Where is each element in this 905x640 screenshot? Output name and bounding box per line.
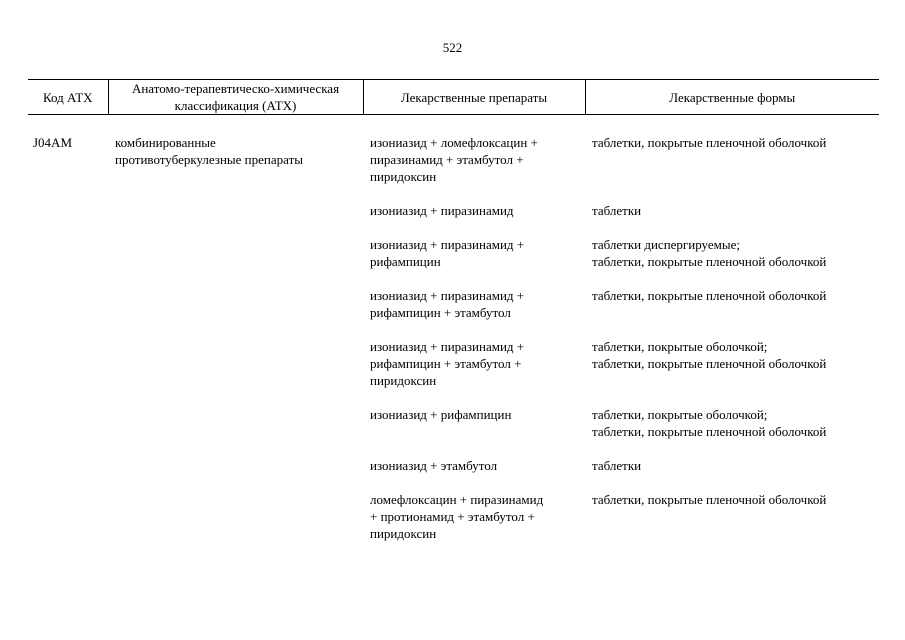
drug-line: рифампицин + этамбутол + bbox=[370, 356, 522, 371]
form-cell bbox=[585, 440, 879, 474]
drug-line: изониазид + этамбутол bbox=[370, 458, 498, 473]
form-line: таблетки, покрытые пленочной оболочкой bbox=[592, 356, 827, 371]
header-row bbox=[28, 80, 879, 115]
form-cell bbox=[585, 389, 879, 440]
drug-line: изониазид + пиразинамид + bbox=[370, 339, 525, 354]
drug-line: рифампицин + этамбутол bbox=[370, 305, 511, 320]
form-line: таблетки, покрытые пленочной оболочкой bbox=[592, 288, 827, 303]
form-cell bbox=[585, 321, 879, 389]
form-line: таблетки bbox=[592, 458, 642, 473]
drug-line: изониазид + ломефлоксацин + bbox=[370, 135, 538, 150]
form-line: таблетки bbox=[592, 203, 642, 218]
classification-name-line: противотуберкулезные препараты bbox=[115, 152, 303, 167]
drug-cell bbox=[363, 440, 585, 474]
form-line: таблетки, покрытые оболочкой; bbox=[592, 407, 768, 422]
form-cell bbox=[585, 474, 879, 542]
drug-cell bbox=[363, 389, 585, 440]
header-code: Код АТХ bbox=[28, 80, 108, 115]
form-line: таблетки, покрытые пленочной оболочкой bbox=[592, 424, 827, 439]
form-cell bbox=[585, 185, 879, 219]
page-number: 522 bbox=[442, 40, 463, 55]
drug-line: пиридоксин bbox=[370, 373, 437, 388]
drug-line: изониазид + пиразинамид + bbox=[370, 237, 525, 252]
drug-line: изониазид + рифампицин bbox=[370, 407, 512, 422]
drug-line: ломефлоксацин + пиразинамид bbox=[370, 492, 544, 507]
form-line: таблетки, покрытые пленочной оболочкой bbox=[592, 492, 827, 507]
form-line: таблетки, покрытые оболочкой; bbox=[592, 339, 768, 354]
header-drugs: Лекарственные препараты bbox=[363, 80, 585, 115]
header-classification-line: Анатомо-терапевтическо-химическая bbox=[131, 81, 340, 96]
classification-cell bbox=[108, 115, 363, 543]
table-header bbox=[28, 80, 879, 115]
atx-code: J04AM bbox=[33, 135, 73, 150]
form-cell bbox=[585, 219, 879, 270]
form-cell bbox=[585, 270, 879, 321]
drug-cell bbox=[363, 270, 585, 321]
drug-line: изониазид + пиразинамид bbox=[370, 203, 514, 218]
header-classification-line: классификация (АТХ) bbox=[174, 98, 297, 113]
drug-line: рифампицин bbox=[370, 254, 441, 269]
drug-line: пиридоксин bbox=[370, 526, 437, 541]
drug-cell bbox=[363, 185, 585, 219]
drug-line: пиразинамид + этамбутол + bbox=[370, 152, 524, 167]
form-line: таблетки, покрытые пленочной оболочкой bbox=[592, 135, 827, 150]
drug-line: пиридоксин bbox=[370, 169, 437, 184]
atx-table bbox=[28, 79, 879, 542]
header-classification bbox=[108, 80, 363, 115]
table-row bbox=[28, 115, 879, 186]
drug-cell bbox=[363, 474, 585, 542]
form-line: таблетки, покрытые пленочной оболочкой bbox=[592, 254, 827, 269]
atx-code-cell bbox=[28, 115, 108, 543]
drug-cell bbox=[363, 219, 585, 270]
drug-line: + протионамид + этамбутол + bbox=[370, 509, 535, 524]
table-body bbox=[28, 115, 879, 543]
header-forms: Лекарственные формы bbox=[585, 80, 879, 115]
drug-cell bbox=[363, 321, 585, 389]
drug-cell bbox=[363, 115, 585, 186]
form-cell bbox=[585, 115, 879, 186]
form-line: таблетки диспергируемые; bbox=[592, 237, 740, 252]
drug-line: изониазид + пиразинамид + bbox=[370, 288, 525, 303]
classification-name-line: комбинированные bbox=[115, 135, 216, 150]
